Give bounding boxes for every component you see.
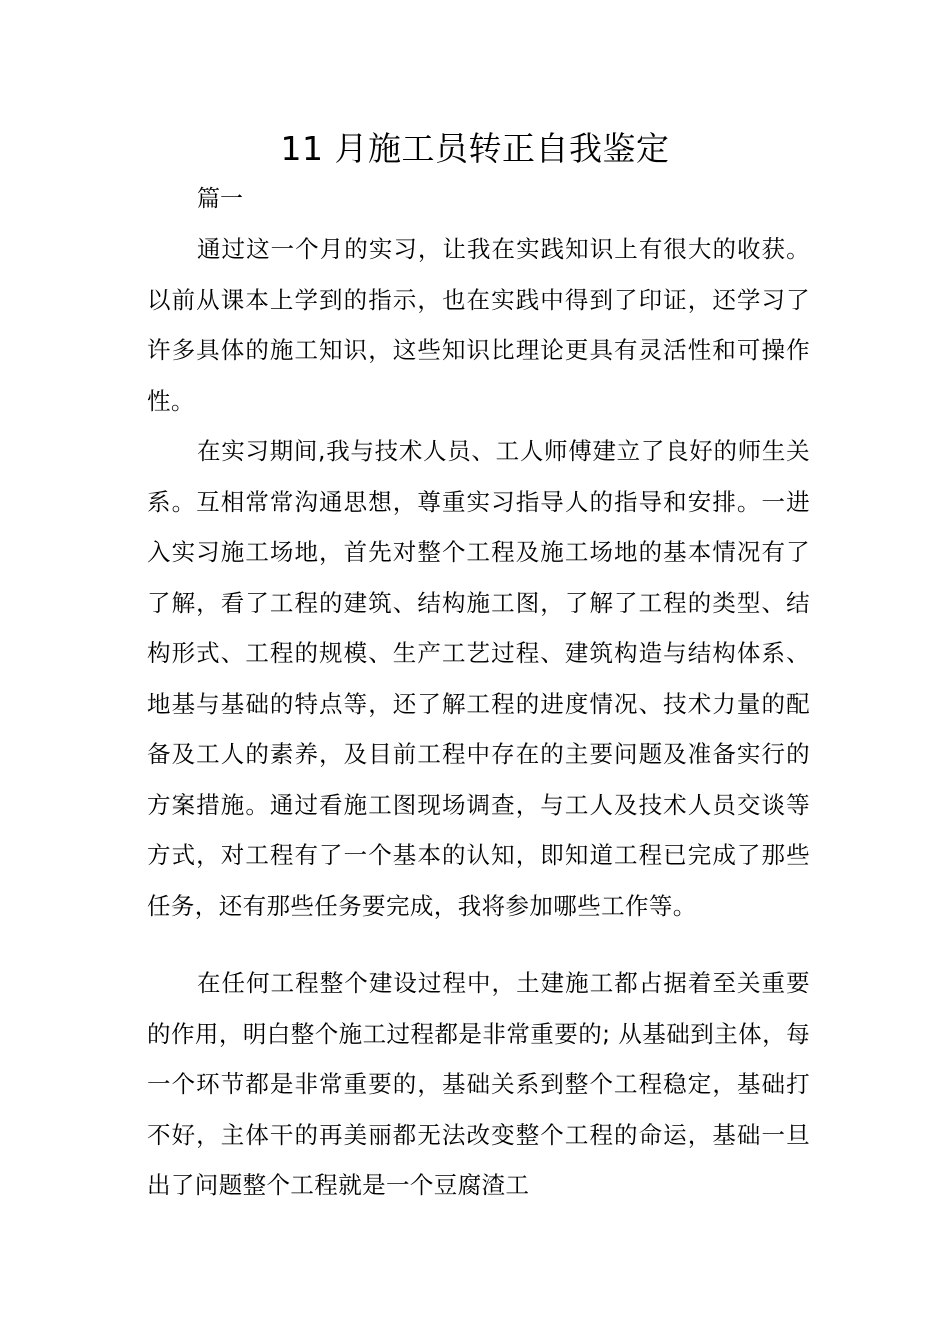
paragraph-3: 在任何工程整个建设过程中，土建施工都占据着至关重要的作用，明白整个施工过程都是非常重要的; 从基础到主体，每一个环节都是非常重要的，基础关系到整个工程稳定，基础打不好，主体干的再美丽都无法改变整个工程的命运，基础一旦出了问题整个工程就是一个豆腐渣工 <box>147 969 810 1199</box>
paragraph-1: 通过这一个月的实习，让我在实践知识上有很大的收获。以前从课本上学到的指示，也在实践中得到了印证，还学习了许多具体的施工知识，这些知识比理论更具有灵活性和可操作性。 <box>147 235 810 415</box>
document-title: 11 月施工员转正自我鉴定 <box>280 129 670 168</box>
paragraph-2: 在实习期间,我与技术人员、工人师傅建立了良好的师生关系。互相常常沟通思想，尊重实习指导人的指导和安排。一进入实习施工场地，首先对整个工程及施工场地的基本情况有了了解，看了工程的建筑、结构施工图，了解了工程的类型、结构形式、工程的规模、生产工艺过程、建筑构造与结构体系、地基与基础的特点等，还了解工程的进度情况、技术力量的配备及工人的素养，及目前工程中存在的主要问题及准备实行的方案措施。通过看施工图现场调查，与工人及技术人员交谈等方式，对工程有了一个基本的认知，即知道工程已完成了那些任务，还有那些任务要完成，我将参加哪些工作等。 <box>147 437 810 920</box>
section-label: 篇一 <box>197 186 243 212</box>
